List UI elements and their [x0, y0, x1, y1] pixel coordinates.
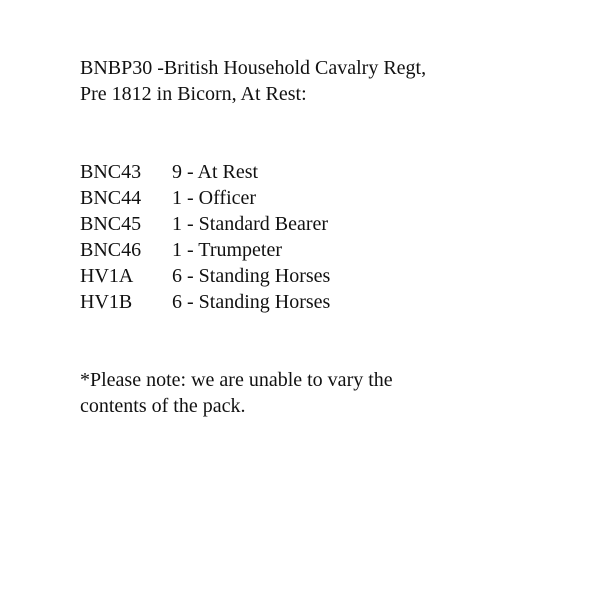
- item-code: HV1B: [80, 291, 133, 313]
- list-item: [80, 263, 560, 289]
- pack-title-line-1: BNBP30 -British Household Cavalry Regt,: [80, 57, 427, 79]
- pack-note-line-1: *Please note: we are unable to vary the: [80, 369, 393, 391]
- item-code: BNC44: [80, 187, 142, 209]
- item-description: 1 - Standard Bearer: [172, 213, 329, 235]
- pack-document: [80, 55, 560, 419]
- item-description: 1 - Officer: [172, 187, 257, 209]
- item-description: 9 - At Rest: [172, 161, 259, 183]
- pack-note-line-2: contents of the pack.: [80, 395, 246, 417]
- item-code: BNC45: [80, 213, 142, 235]
- list-item: [80, 289, 560, 315]
- list-item: [80, 159, 560, 185]
- list-item: [80, 237, 560, 263]
- item-code: BNC43: [80, 161, 142, 183]
- pack-note: [80, 367, 560, 419]
- item-description: 6 - Standing Horses: [172, 291, 331, 313]
- item-description: 1 - Trumpeter: [172, 239, 282, 261]
- pack-contents-list: [80, 159, 560, 315]
- pack-title: [80, 55, 560, 107]
- list-item: [80, 211, 560, 237]
- item-description: 6 - Standing Horses: [172, 265, 331, 287]
- list-item: [80, 185, 560, 211]
- item-code: BNC46: [80, 239, 142, 261]
- item-code: HV1A: [80, 265, 134, 287]
- pack-title-line-2: Pre 1812 in Bicorn, At Rest:: [80, 83, 307, 105]
